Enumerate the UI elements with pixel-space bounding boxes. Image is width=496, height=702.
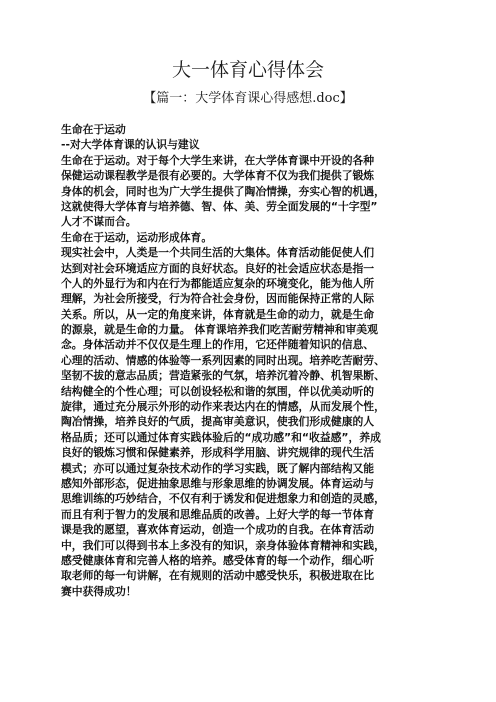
body-line: 身体的机会，同时也为广大学生提供了陶冶情操，夯实心智的机遇， [61,184,385,198]
body-line: 取老师的每一句讲解，在有规则的活动中感受快乐，积极进取在比 [61,569,375,583]
body-line: 感知外部形态，促进抽象思维与形象思维的协调发展。体育运动与 [61,476,375,490]
body-line: 陶冶情操，培养良好的气质，提高审美意识，使我们形成健康的人 [61,415,375,429]
body-line: 理解，为社会所接受，行为符合社会身份，因而能保持正常的人际 [61,292,375,306]
body-line: 念。身体活动并不仅仅是生理上的作用，它还伴随着知识的信息、 [61,338,375,352]
body-line: 关系。所以，从一定的角度来讲，体育就是生命的动力，就是生命 [61,307,375,321]
body-line: 的源泉，就是生命的力量。 体育课培养我们吃苦耐劳精神和审美观 [61,323,378,337]
body-line: 结构健全的个性心理；可以创设轻松和谐的氛围，伴以优美动听的 [61,384,375,398]
body-line: 个人的外显行为和内在行为都能适应复杂的环境变化，能为他人所 [61,276,375,290]
body-line: 中，我们可以得到书本上多没有的知识，亲身体验体育精神和实践， [61,538,385,552]
body-line: 良好的锻炼习惯和保健素养，形成科学用脑、讲究规律的现代生活 [61,446,375,460]
body-line: 这就使得大学体育与培养德、智、体、美、劳全面发展的“十字型” [61,199,378,213]
body-line: 课是我的愿望，喜欢体育运动，创造一个成功的自我。在体育活动 [61,523,375,537]
body-line: 感受健康体育和完善人格的培养。感受体育的每一个动作，细心听 [61,553,375,567]
body-line: 现实社会中，人类是一个共同生活的大集体。体育活动能促使人们 [61,246,375,260]
body-line: 旋律，通过充分展示外形的动作来表达内在的情感，从而发展个性， [61,400,385,414]
body-line: --对大学体育课的认识与建议 [61,138,200,152]
body-line: 赛中获得成功！ [61,584,137,598]
document-title: 大一体育心得体会 [171,59,324,81]
body-line: 生命在于运动。对于每个大学生来讲，在大学体育课中开设的各种 [61,153,375,167]
body-line: 生命在于运动 [61,123,126,136]
body-line: 达到对社会环境适应方面的良好状态。良好的社会适应状态是指一 [61,261,375,275]
document-subtitle: 【篇一：大学体育课心得感想.doc】 [143,91,353,106]
body-line: 而且有利于智力的发展和思维品质的改善。上好大学的每一节体育 [61,507,375,521]
body-line: 保健运动课程教学是很有必要的。大学体育不仅为我们提供了锻炼 [61,169,375,183]
body-line: 生命在于运动，运动形成体育。 [61,230,213,244]
body-line: 坚韧不拔的意志品质；营造紧张的气氛，培养沉着冷静、机智果断、 [61,369,385,383]
body-line: 思维训练的巧妙结合，不仅有利于诱发和促进想象力和创造的灵感， [61,492,385,506]
document-body [61,122,451,599]
body-line: 模式；亦可以通过复杂技术动作的学习实践，既了解内部结构又能 [61,461,375,475]
body-line: 人才不谋而合。 [61,215,137,229]
body-line: 心理的活动、情感的体验等一系列因素的同时出现。培养吃苦耐劳、 [61,353,385,367]
body-line: 格品质；还可以通过体育实践体验后的“成功感”和“收益感”，养成 [61,430,381,444]
